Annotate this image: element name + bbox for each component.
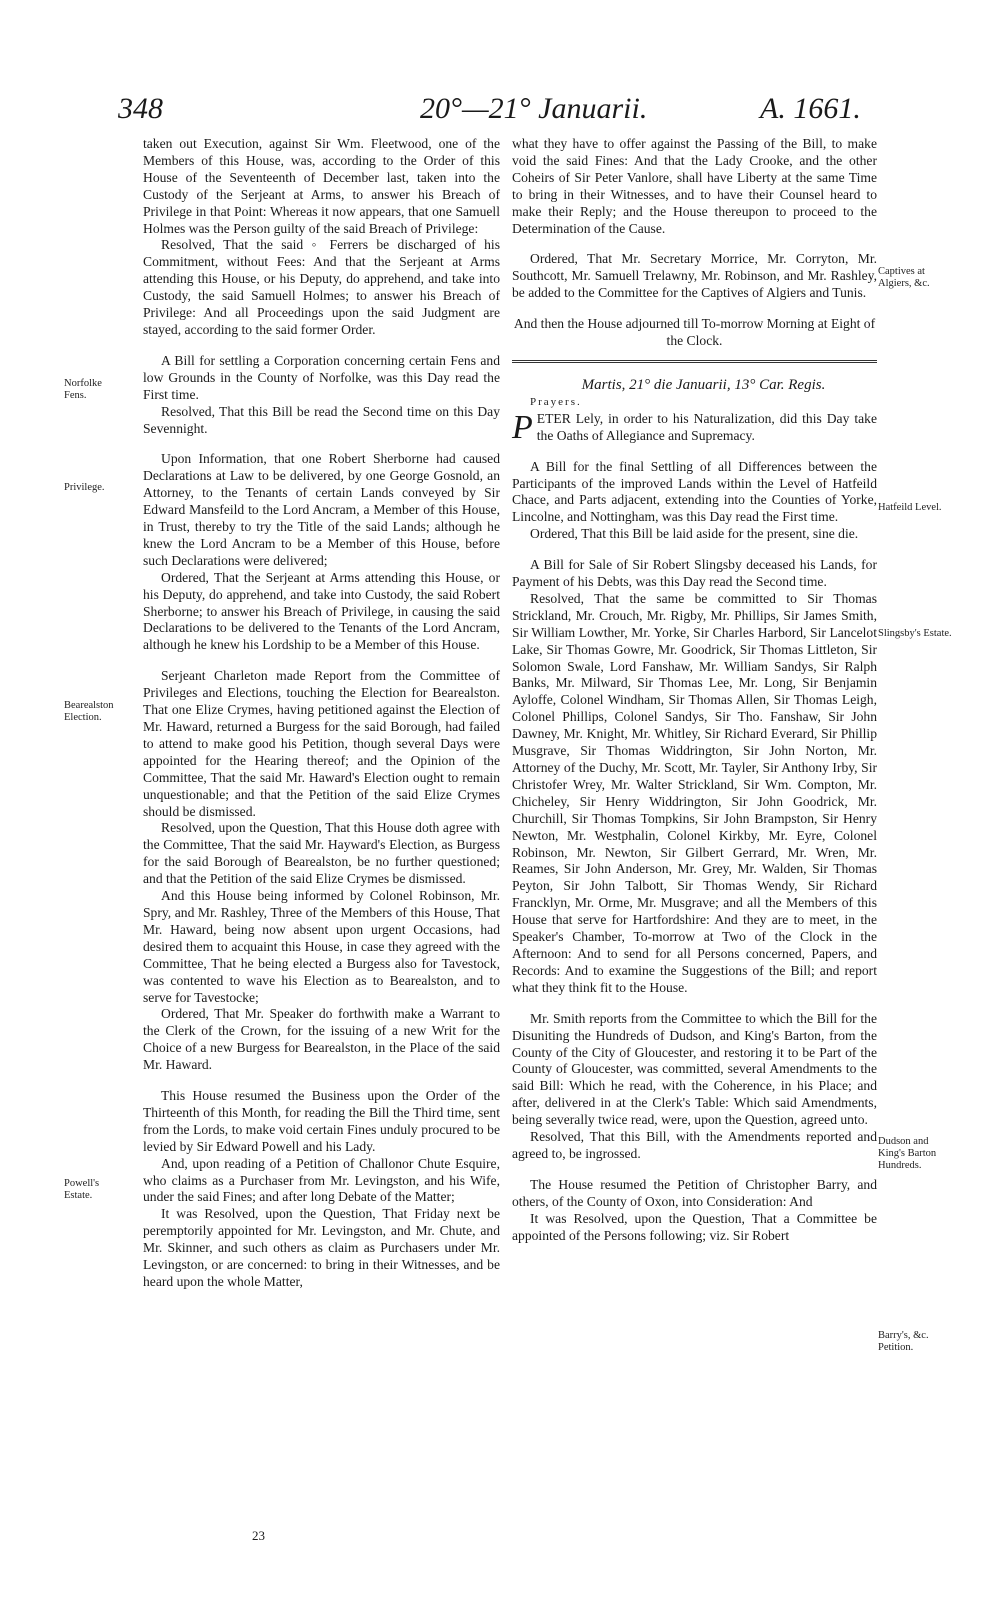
margin-note-captives: Captives at Algiers, &c. <box>878 266 930 289</box>
left-column <box>143 136 500 1291</box>
paragraph: And this House being informed by Colonel Robinson, Mr. Spry, and Mr. Rashley, Three of the Members of this House, That Mr. Haward, being now absent upon urgent Occasions, had desired them to acquaint this House, in case they agreed with the Committee, That he being elected a Burgess also for Tavestock, was contented to wave his Election as to Bearealston, and to serve for Tavestocke; <box>143 888 500 1005</box>
paragraph: The House resumed the Petition of Christopher Barry, and others, of the County of Oxon, into Consideration: And <box>512 1176 877 1209</box>
signature-mark: 23 <box>252 1528 265 1543</box>
paragraph: Resolved, That the same be committed to Sir Thomas Strickland, Mr. Crouch, Mr. Rigby, Mr. Phillips, Sir James Smith, Sir William Lowther, Mr. Yorke, Sir Charles Harbord, Sir Lancelot Lake, Sir Thomas Gowre, Mr. Goodrick, Sir Thomas Littleton, Sir Solomon Swale, Lord Fanshaw, Mr. William Sandys, Sir Ralph Banks, Mr. Milward, Sir Thomas Lee, Mr. Long, Sir Benjamin Ayloffe, Colonel Windham, Sir Thomas Allen, Sir Thomas Leigh, Colonel Phillips, Colonel Sandys, Sir Tho. Fanshaw, Sir John Dawney, Mr. Knight, Mr. Whitley, Sir Richard Everard, Sir Phillip Musgrave, Sir Thomas Widdrington, Sir John Norton, Mr. Attorney of the Duchy, Mr. Scott, Mr. Tayler, Sir Anthony Irby, Sir Christofer Wrey, Mr. Walter Strickland, Sir Wm. Compton, Mr. Chicheley, Sir Henry Widdrington, Sir John Goodrick, Mr. Churchill, Sir Thomas Tompkins, Sir John Brampston, Sir Henry Newton, Mr. Westphalin, Colonel Kirkby, Mr. Eyre, Colonel Robinson, Mr. Newton, Sir Gilbert Gerrard, Mr. Wren, Mr. Reames, Sir John Anderson, Mr. Grey, Mr. Walden, Sir Thomas Peyton, Sir John Talbott, Sir Thomas Wendy, Sir Richard Francklyn, Mr. Orme, Mr. Musgrave; and all the Members of this House that serve for Hartfordshire: And they are to meet, in the Speaker's Chamber, To-morrow at Two of the Clock in the Afternoon: And to send for all Persons concerned, Papers, and Records: And to examine the Suggestions of the Bill; and report what they think fit to the House. <box>512 590 877 995</box>
paragraph: Resolved, That this Bill be read the Second time on this Day Sevennight. <box>143 403 500 436</box>
margin-note-powell: Powell's Estate. <box>64 1178 100 1201</box>
adjournment-note: And then the House adjourned till To-morrow Morning at Eight of the Clock. <box>513 316 876 349</box>
page-date-heading: 20°—21° Januarii. <box>420 92 648 125</box>
prayers-label: Prayers. <box>530 395 582 408</box>
paragraph: A Bill for settling a Corporation concerning certain Fens and low Grounds in the County of Norfolke, was this Day read the First time. <box>143 352 500 402</box>
paragraph: A Bill for Sale of Sir Robert Slingsby deceased his Lands, for Payment of his Debts, was this Day read the Second time. <box>512 557 877 590</box>
paragraph: This House resumed the Business upon the Order of the Thirteenth of this Month, for reading the Bill the Third time, sent from the Lords, to make void certain Fines unduly procured to be levied by Sir Edward Powell and his Lady. <box>143 1088 500 1154</box>
section-divider <box>512 360 877 363</box>
paragraph: Serjeant Charleton made Report from the Committee of Privileges and Elections, touching the Election for Bearealston. That one Elize Crymes, having petitioned against the Election of Mr. Haward, returned a Burgess for the said Borough, had failed to attend to make good his Petition, though several Days were appointed for the Hearing thereof; and the Opinion of the Committee, That the said Mr. Haward's Election ought to remain unquestionable; and that the Petition of the said Elize Crymes should be dismissed. <box>143 668 500 819</box>
paragraph-text: ETER Lely, in order to his Naturalization, did this Day take the Oaths of Allegiance and Supremacy. <box>536 410 877 443</box>
paragraph: Resolved, That the said ◦ Ferrers be discharged of his Commitment, without Fees: And that the Serjeant at Arms attending this House, or his Deputy, do apprehend, and take into Custody, the said Samuell Holmes; to answer his Breach of Privilege: And all Proceedings upon the said Judgment are stayed, according to the said former Order. <box>143 237 500 337</box>
margin-note-barry: Barry's, &c. Petition. <box>878 1330 929 1353</box>
margin-note-privilege: Privilege. <box>64 482 105 493</box>
page-year: A. 1661. <box>760 92 861 125</box>
paragraph: what they have to offer against the Passing of the Bill, to make void the said Fines: And that the Lady Crooke, and the other Coheirs of Sir Peter Vanlore, shall have Liberty at the same Time to bring in their Witnesses, and to have their Counsel heard to make their Reply; and the House thereupon to proceed to the Determination of the Cause. <box>512 136 877 236</box>
page-number: 348 <box>118 92 163 125</box>
margin-note-hatfeild: Hatfeild Level. <box>878 502 942 513</box>
paragraph: Resolved, That this Bill, with the Amendments reported and agreed to, be ingrossed. <box>512 1129 877 1161</box>
paragraph: Upon Information, that one Robert Sherborne had caused Declarations at Law to be delivered, by one George Gosnold, an Attorney, to the Tenants of certain Lands conveyed by Sir Edward Mansfeild to the Lord Ancram, a Member of this House, in Trust, thereby to try the Title of the said Lands; although he knew the Lord Ancram to be a Member of this House, before such Declarations were delivered; <box>143 451 500 568</box>
paragraph: Mr. Smith reports from the Committee to which the Bill for the Disuniting the Hundreds of Dudson, and King's Barton, from the County of the City of Gloucester, and restoring it to be Part of the County of Gloucester, was committed, several Amendments to the said Bill: Which he read, with the Coherence, in his Place; and after, delivered in at the Clerk's Table: Which said Amendments, being severally twice read, were, upon the Question, agreed unto. <box>512 1010 877 1128</box>
day-heading: Martis, 21° die Januarii, 13° Car. Regis. <box>581 376 826 393</box>
paragraph: Ordered, That this Bill be laid aside for the present, sine die. <box>530 526 859 542</box>
paragraph: Resolved, upon the Question, That this House doth agree with the Committee, That the said Mr. Hayward's Election, as Burgess for the said Borough of Bearealston, be no further questioned; and that the Petition of the said Elize Crymes be dismissed. <box>143 820 500 887</box>
paragraph: It was Resolved, upon the Question, That Friday next be peremptorily appointed for Mr. Levingston, and Mr. Chute, and Mr. Skinner, and such others as claim as Purchasers under Mr. Levingston, or are concerned: to bring in their Witnesses, and be heard upon the whole Matter, <box>143 1206 500 1289</box>
paragraph: Ordered, That Mr. Secretary Morrice, Mr. Corryton, Mr. Southcott, Mr. Samuell Trelawny, Mr. Robinson, and Mr. Rashley, be added to the Committee for the Captives of Algiers and Tunis. <box>512 251 877 301</box>
paragraph <box>512 408 877 446</box>
margin-note-slingsby: Slingsby's Estate. <box>878 628 952 639</box>
paragraph: It was Resolved, upon the Question, That a Committee be appointed of the Persons following; viz. Sir Robert <box>512 1210 877 1243</box>
paragraph: And, upon reading of a Petition of Challonor Chute Esquire, who claims as a Purchaser from Mr. Levingston, and his Wife, under the said Fines; and after long Debate of the Matter; <box>143 1155 500 1205</box>
margin-note-bearealston: Bearealston Election. <box>64 700 114 723</box>
paragraph: A Bill for the final Settling of all Differences between the Participants of the improved Lands within the Level of Hatfeild Chace, and Parts adjacent, extending into the Counties of Yorke, Lincolne, and Nottingham, was this Day read the First time. <box>512 458 877 525</box>
margin-note-dudson: Dudson and King's Barton Hundreds. <box>878 1136 937 1171</box>
margin-note-norfolke: Norfolke Fens. <box>64 378 102 401</box>
drop-cap: P <box>512 408 533 446</box>
right-column <box>512 136 877 1244</box>
paragraph: Ordered, That Mr. Speaker do forthwith make a Warrant to the Clerk of the Crown, for the issuing of a new Writ for the Choice of a new Burgess for Bearealston, in the Place of the said Mr. Haward. <box>143 1006 500 1073</box>
paragraph: Ordered, That the Serjeant at Arms attending this House, or his Deputy, do apprehend, and take into Custody, the said Robert Sherborne; to answer his Breach of Privilege, in causing the said Declarations to be delivered to the Tenants of the Lord Ancram, although he knew his Lordship to be a Member of this House. <box>143 569 500 653</box>
page-header <box>0 92 992 132</box>
paragraph: taken out Execution, against Sir Wm. Fleetwood, one of the Members of this House, was, according to the Order of this House of the Seventeenth of December last, taken into the Custody of the Serjeant at Arms, to answer his Breach of Privilege in that Point: Whereas it now appears, that one Samuell Holmes was the Person guilty of the said Breach of Privilege: <box>143 136 500 236</box>
